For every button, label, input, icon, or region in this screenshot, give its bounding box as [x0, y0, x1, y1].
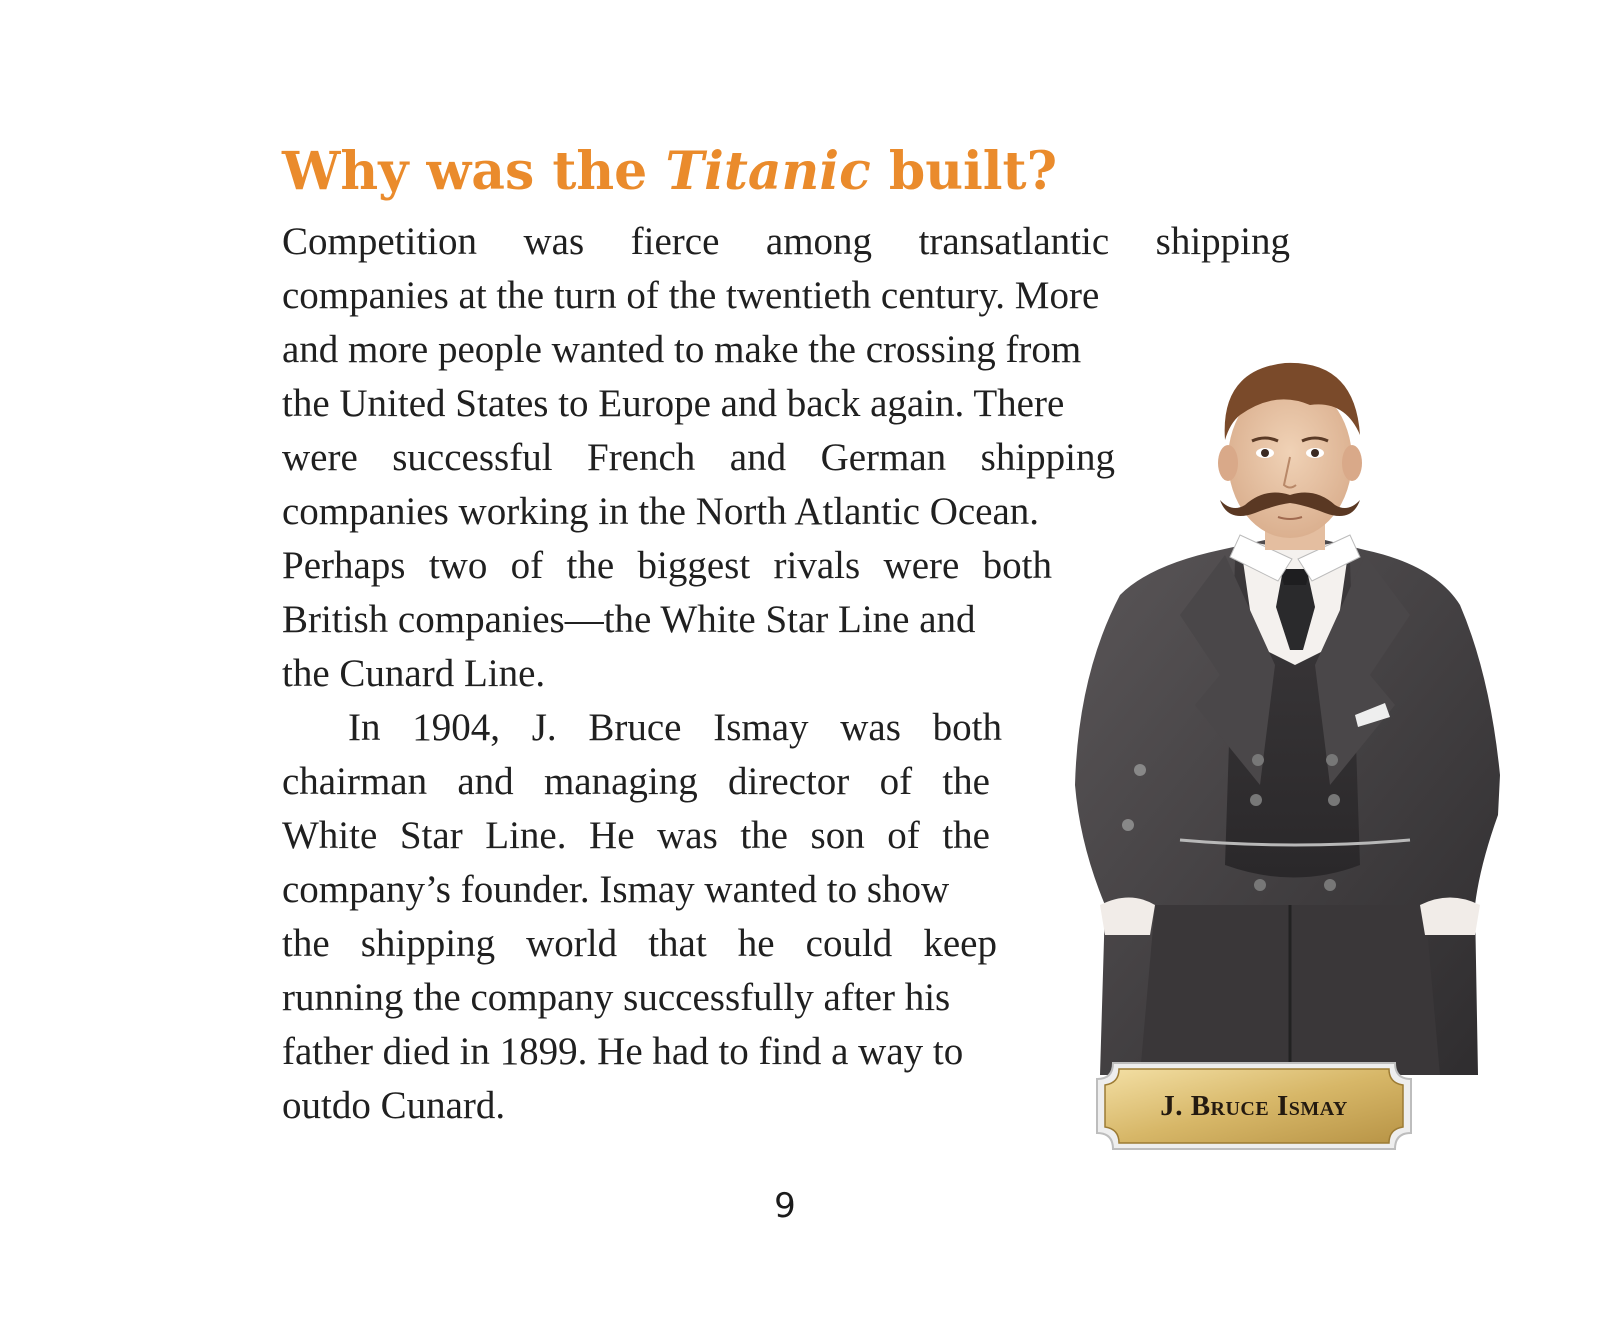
- text-line: outdo Cunard.: [282, 1084, 506, 1127]
- text-line: and more people wanted to make the crossing from: [282, 328, 1082, 371]
- portrait-illustration: [1060, 345, 1520, 1075]
- heading-part-1: Why was the: [282, 141, 666, 202]
- text-line: Perhaps two of the biggest rivals were both: [282, 544, 1052, 587]
- text-line: the shipping world that he could keep: [282, 922, 997, 965]
- text-line: the Cunard Line.: [282, 652, 546, 695]
- text-line: father died in 1899. He had to find a way to: [282, 1030, 964, 1073]
- heading-part-2: built?: [870, 141, 1058, 202]
- text-line: were successful French and German shipping: [282, 436, 1115, 479]
- text-line: White Star Line. He was the son of the: [282, 814, 990, 857]
- section-heading: [282, 136, 1057, 208]
- text-line: In 1904, J. Bruce Ismay was both: [348, 706, 1002, 749]
- text-line: company’s founder. Ismay wanted to show: [282, 868, 950, 911]
- text-line: British companies—the White Star Line and: [282, 598, 976, 641]
- text-line: running the company successfully after his: [282, 976, 951, 1019]
- text-line: Competition was fierce among transatlantic shipping: [282, 220, 1290, 263]
- text-line: chairman and managing director of the: [282, 760, 990, 803]
- text-line: companies at the turn of the twentieth century. More: [282, 274, 1100, 317]
- heading-title-italic: Titanic: [665, 141, 871, 202]
- text-line: the United States to Europe and back again. There: [282, 382, 1065, 425]
- portrait-caption: J. Bruce Ismay: [1160, 1090, 1348, 1122]
- text-line: companies working in the North Atlantic Ocean.: [282, 490, 1040, 533]
- page-number: 9: [774, 1186, 796, 1226]
